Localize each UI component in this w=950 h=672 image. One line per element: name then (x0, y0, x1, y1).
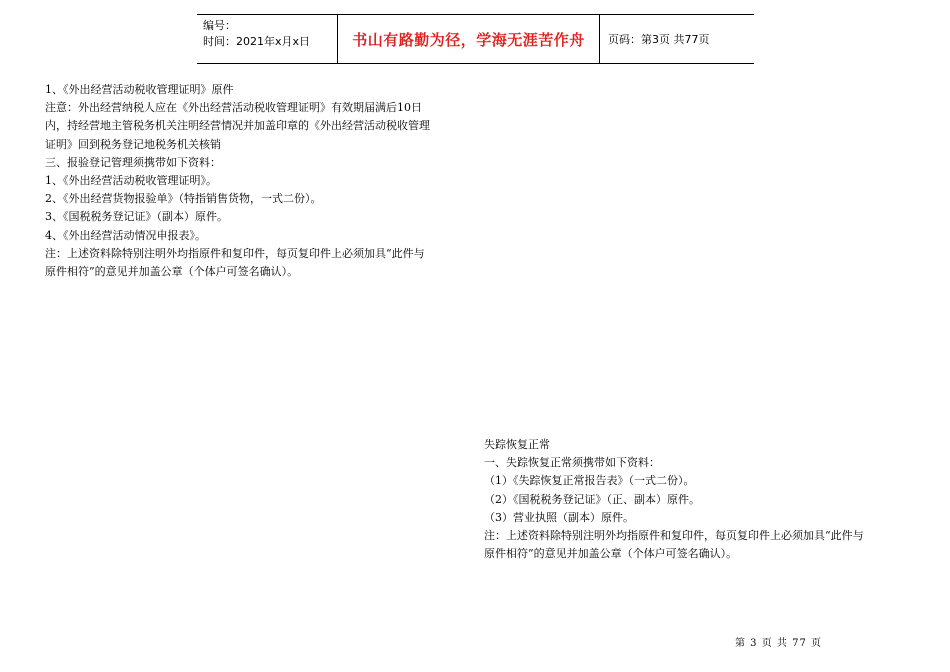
text-line: 证明》回到税务登记地税务机关核销 (45, 137, 221, 151)
right-text-block (484, 436, 864, 563)
motto-text: 书山有路勤为径，学海无涯苦作舟 (352, 30, 585, 49)
text-line: 三、报验登记管理须携带如下资料： (45, 155, 221, 169)
section-title: 失踪恢复正常 (484, 438, 550, 451)
text-line: 注意：外出经营纳税人应在《外出经营活动税收管理证明》有效期届满后10日 (45, 101, 422, 115)
header-motto (338, 15, 600, 63)
text-line: 1、《外出经营活动税收管理证明》。 (45, 174, 217, 188)
text-line: （3）营业执照（副本）原件。 (484, 510, 634, 524)
text-line: 原件相符”的意见并加盖公章（个体户可签名确认）。 (484, 547, 738, 561)
text-line: 1、《外出经营活动税收管理证明》原件 (45, 83, 234, 96)
text-line: 一、失踪恢复正常须携带如下资料： (484, 456, 660, 470)
page-footer: 第 3 页 共 77 页 (735, 638, 822, 649)
time-label: 时间：2021年x月x日 (203, 35, 311, 48)
page-label: 页码：第3页 共77页 (608, 33, 710, 46)
text-line: 原件相符”的意见并加盖公章（个体户可签名确认）。 (45, 265, 299, 279)
text-line: （2）《国税税务登记证》（正、副本）原件。 (484, 492, 700, 506)
text-line: 4、《外出经营活动情况申报表》。 (45, 228, 206, 242)
text-line: 注：上述资料除特别注明外均指原件和复印件，每页复印件上必须加具“此件与 (484, 529, 864, 543)
number-label: 编号： (203, 19, 236, 32)
text-line: 注：上述资料除特别注明外均指原件和复印件，每页复印件上必须加具“此件与 (45, 246, 425, 260)
header-meta (197, 15, 338, 63)
header-page (600, 15, 754, 63)
left-text-block (45, 81, 430, 281)
text-line: 3、《国税税务登记证》（副本）原件。 (45, 210, 228, 224)
text-line: 内，持经营地主管税务机关注明经营情况并加盖印章的《外出经营活动税收管理 (45, 119, 430, 133)
text-line: 2、《外出经营货物报验单》（特指销售货物，一式二份）。 (45, 192, 322, 206)
text-line: （1）《失踪恢复正常报告表》（一式二份）。 (484, 474, 695, 488)
page-header (197, 14, 754, 64)
